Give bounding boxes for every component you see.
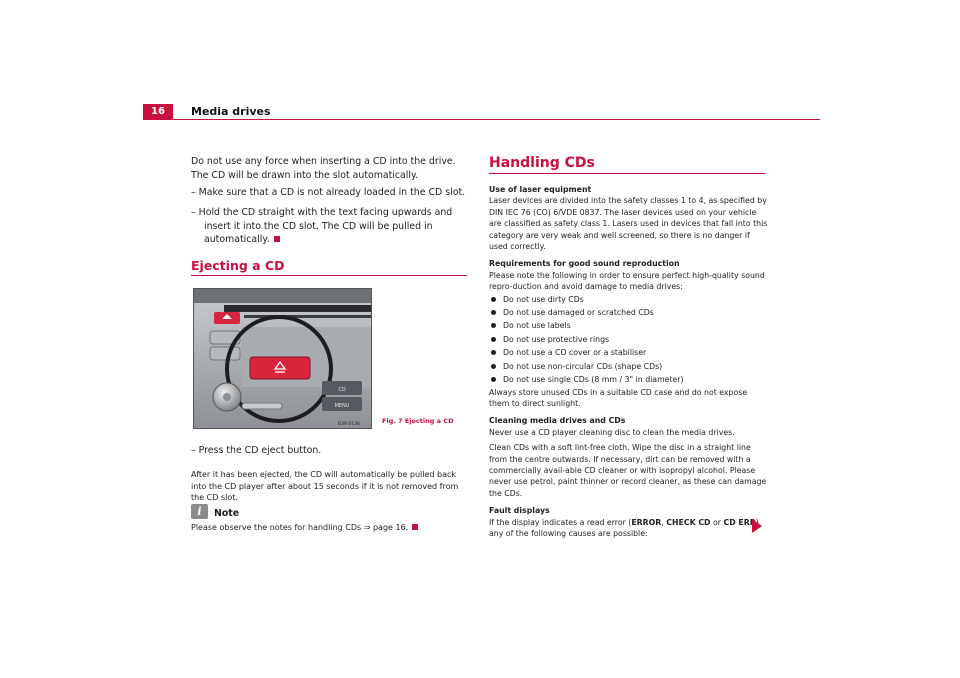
heading-fault: Fault displays	[489, 506, 550, 516]
bullet-item: Do not use labels	[489, 319, 768, 332]
error-code-cd-err: CD ERR	[723, 517, 756, 527]
step-2-text: – Hold the CD straight with the text facing upwards and insert it into the CD slot. The CD will be pulled in automatically.	[191, 207, 453, 246]
note-end-mark	[412, 524, 418, 530]
paragraph-sound: Please note the following in order to ensure perfect high-quality sound repro-duction and avoid damage to media drives:	[489, 270, 765, 292]
note-text-body: Please observe the notes for handling CDs ⇒ page 16.	[191, 523, 409, 532]
fault-text-end: ) any of the following causes are possible:	[489, 517, 759, 538]
left-intro: Do not use any force when inserting a CD into the drive. The CD will be drawn into the slot automatically.	[191, 156, 456, 181]
bullet-item: Do not use damaged or scratched CDs	[489, 306, 768, 319]
step-1: – Make sure that a CD is not already loaded in the CD slot.	[191, 187, 466, 198]
end-of-section-mark	[274, 236, 280, 242]
section-title-ejecting: Ejecting a CD	[191, 258, 467, 276]
note-label: Note	[214, 508, 240, 519]
fault-sep-2: or	[710, 517, 724, 527]
error-code-error: ERROR	[631, 517, 662, 527]
bullet-item: Do not use a CD cover or a stabiliser	[489, 346, 768, 359]
menu-button-label: MENU	[334, 403, 350, 409]
header-rule	[143, 119, 820, 120]
bullet-item: Do not use dirty CDs	[489, 293, 768, 306]
note-text	[191, 522, 466, 534]
section-title-handling: Handling CDs	[489, 154, 765, 174]
figure-cd-radio	[193, 288, 372, 429]
step-3: – Press the CD eject button.	[191, 445, 322, 456]
note-icon: i	[191, 504, 208, 519]
paragraph-cleaning-disc: Never use a CD player cleaning disc to clean the media drives.	[489, 427, 735, 437]
figure-code: B3R-0136	[338, 422, 360, 427]
paragraph-cleaning-cds: Clean CDs with a soft lint-free cloth. Wipe the disc in a straight line from the centre outwards. If necessary, dirt can be removed with a commercially avail-able CD cleaner or with isopropyl alcohol. Please never use petrol, paint thinner or record cleaner, as these can damage the CDs.	[489, 443, 767, 498]
page-number: 16	[151, 106, 165, 117]
eject-paragraph: After it has been ejected, the CD will automatically be pulled back into the CD player after about 15 seconds if it is not removed from the CD slot.	[191, 470, 459, 502]
eject-button[interactable]	[250, 357, 310, 379]
paragraph-fault	[489, 517, 768, 540]
bullet-item: Do not use single CDs (8 mm / 3" in diameter)	[489, 373, 768, 386]
step-2	[191, 206, 479, 247]
fault-sep-1: ,	[661, 517, 667, 527]
running-title: Media drives	[191, 105, 271, 118]
cd-button-label: CD	[338, 387, 346, 393]
next-page-arrow-icon[interactable]	[752, 519, 762, 533]
bullet-item: Do not use protective rings	[489, 333, 768, 346]
fault-text-start: If the display indicates a read error (	[489, 517, 632, 527]
bullet-item: Do not use non-circular CDs (shape CDs)	[489, 360, 768, 373]
error-code-check-cd: CHECK CD	[666, 517, 711, 527]
figure-caption: Fig. 7 Ejecting a CD	[382, 417, 454, 425]
heading-laser: Use of laser equipment	[489, 185, 592, 194]
radio-illustration	[194, 289, 371, 428]
heading-sound: Requirements for good sound reproduction	[489, 259, 680, 269]
heading-cleaning: Cleaning media drives and CDs	[489, 416, 626, 426]
paragraph-storage: Always store unused CDs in a suitable CD case and do not expose them to direct sunlight.	[489, 387, 748, 408]
paragraph-laser: Laser devices are divided into the safety classes 1 to 4, as specified by DIN IEC 76 (CO) 6/VDE 0837. The laser devices used on your vehicle are classified as safety class 1. Lasers used in devices that fall into this category are very weak and well screened, so there is no danger if used correctly.	[489, 196, 768, 252]
bullet-list	[489, 293, 768, 387]
right-body	[489, 184, 768, 539]
